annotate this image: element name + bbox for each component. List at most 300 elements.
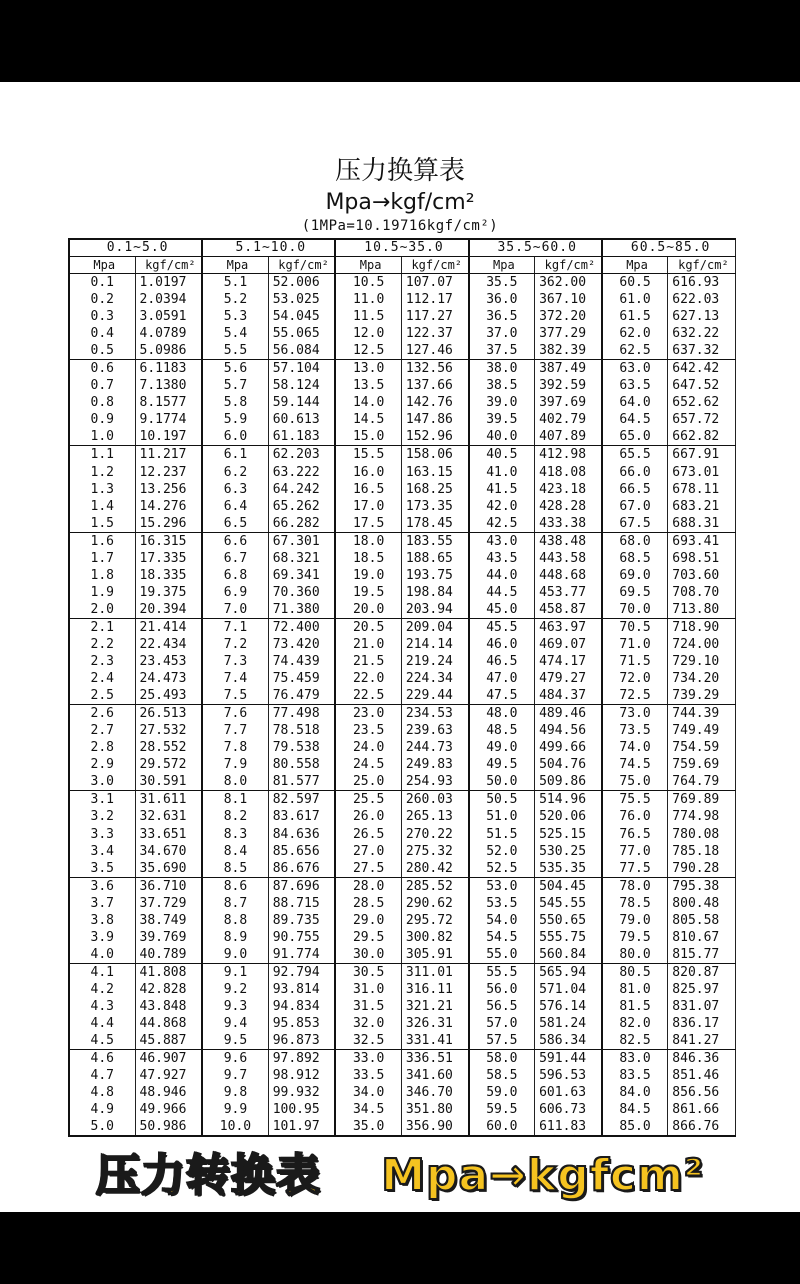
kgf-cell: 24.473 (135, 670, 202, 687)
mpa-cell: 9.3 (202, 998, 268, 1015)
mpa-cell: 14.0 (335, 394, 401, 411)
mpa-cell: 21.5 (335, 653, 401, 670)
kgf-cell: 713.80 (668, 601, 735, 619)
kgf-cell: 39.769 (135, 929, 202, 946)
mpa-cell: 6.8 (202, 567, 268, 584)
kgf-cell: 203.94 (401, 601, 468, 619)
kgf-cell: 28.552 (135, 739, 202, 756)
kgf-cell: 30.591 (135, 773, 202, 791)
mpa-cell: 65.5 (602, 446, 668, 464)
kgf-cell: 7.1380 (135, 377, 202, 394)
mpa-cell: 6.9 (202, 584, 268, 601)
kgf-cell: 239.63 (401, 722, 468, 739)
table-row (69, 308, 735, 325)
mpa-cell: 6.5 (202, 515, 268, 533)
mpa-cell: 5.4 (202, 325, 268, 342)
kgf-cell: 55.065 (268, 325, 335, 342)
kgf-cell: 72.400 (268, 618, 335, 636)
mpa-cell: 37.5 (469, 342, 535, 360)
mpa-cell: 6.2 (202, 464, 268, 481)
mpa-cell: 8.9 (202, 929, 268, 946)
mpa-cell: 8.3 (202, 826, 268, 843)
mpa-cell: 37.0 (469, 325, 535, 342)
kgf-cell: 545.55 (535, 895, 602, 912)
mpa-cell: 0.1 (69, 274, 135, 292)
table-row (69, 722, 735, 739)
mpa-cell: 81.5 (602, 998, 668, 1015)
kgf-cell: 810.67 (668, 929, 735, 946)
kgf-cell: 8.1577 (135, 394, 202, 411)
mpa-cell: 0.2 (69, 291, 135, 308)
table-row (69, 428, 735, 446)
kgf-cell: 637.32 (668, 342, 735, 360)
kgf-cell: 63.222 (268, 464, 335, 481)
kgf-cell: 463.97 (535, 618, 602, 636)
kgf-cell: 565.94 (535, 963, 602, 981)
mpa-cell: 14.5 (335, 411, 401, 428)
mpa-cell: 0.6 (69, 360, 135, 378)
unit-header-kgf: kgf/cm² (668, 257, 735, 274)
mpa-cell: 21.0 (335, 636, 401, 653)
table-row (69, 515, 735, 533)
kgf-cell: 790.28 (668, 860, 735, 878)
kgf-cell: 305.91 (401, 946, 468, 964)
table-row (69, 411, 735, 428)
mpa-cell: 8.1 (202, 791, 268, 809)
mpa-cell: 8.5 (202, 860, 268, 878)
mpa-cell: 71.5 (602, 653, 668, 670)
kgf-cell: 412.98 (535, 446, 602, 464)
mpa-cell: 73.0 (602, 705, 668, 723)
kgf-cell: 19.375 (135, 584, 202, 601)
mpa-cell: 7.2 (202, 636, 268, 653)
kgf-cell: 53.025 (268, 291, 335, 308)
mpa-cell: 79.0 (602, 912, 668, 929)
mpa-cell: 78.5 (602, 895, 668, 912)
kgf-cell: 173.35 (401, 498, 468, 515)
mpa-cell: 24.0 (335, 739, 401, 756)
page-subtitle: Mpa→kgf/cm² (325, 190, 475, 215)
kgf-cell: 20.394 (135, 601, 202, 619)
mpa-cell: 82.5 (602, 1032, 668, 1050)
mpa-cell: 6.1 (202, 446, 268, 464)
mpa-cell: 68.0 (602, 532, 668, 550)
kgf-cell: 244.73 (401, 739, 468, 756)
table-row (69, 532, 735, 550)
kgf-cell: 62.203 (268, 446, 335, 464)
kgf-cell: 591.44 (535, 1050, 602, 1068)
mpa-cell: 38.5 (469, 377, 535, 394)
kgf-cell: 97.892 (268, 1050, 335, 1068)
kgf-cell: 489.46 (535, 705, 602, 723)
mpa-cell: 34.0 (335, 1084, 401, 1101)
mpa-cell: 1.5 (69, 515, 135, 533)
kgf-cell: 70.360 (268, 584, 335, 601)
mpa-cell: 67.5 (602, 515, 668, 533)
unit-header-mpa: Mpa (335, 257, 401, 274)
mpa-cell: 4.7 (69, 1067, 135, 1084)
mpa-cell: 64.0 (602, 394, 668, 411)
kgf-cell: 667.91 (668, 446, 735, 464)
kgf-cell: 74.439 (268, 653, 335, 670)
kgf-cell: 586.34 (535, 1032, 602, 1050)
mpa-cell: 8.2 (202, 808, 268, 825)
kgf-cell: 234.53 (401, 705, 468, 723)
mpa-cell: 84.0 (602, 1084, 668, 1101)
table-row (69, 481, 735, 498)
mpa-cell: 17.0 (335, 498, 401, 515)
mpa-cell: 9.2 (202, 981, 268, 998)
kgf-cell: 95.853 (268, 1015, 335, 1032)
mpa-cell: 4.4 (69, 1015, 135, 1032)
mpa-cell: 42.5 (469, 515, 535, 533)
kgf-cell: 1.0197 (135, 274, 202, 292)
kgf-cell: 54.045 (268, 308, 335, 325)
table-row (69, 498, 735, 515)
kgf-cell: 453.77 (535, 584, 602, 601)
kgf-cell: 117.27 (401, 308, 468, 325)
mpa-cell: 55.0 (469, 946, 535, 964)
mpa-cell: 66.0 (602, 464, 668, 481)
table-row (69, 860, 735, 878)
mpa-cell: 9.0 (202, 946, 268, 964)
kgf-cell: 662.82 (668, 428, 735, 446)
kgf-cell: 81.577 (268, 773, 335, 791)
kgf-cell: 17.335 (135, 550, 202, 567)
kgf-cell: 219.24 (401, 653, 468, 670)
table-row (69, 895, 735, 912)
kgf-cell: 351.80 (401, 1101, 468, 1118)
kgf-cell: 84.636 (268, 826, 335, 843)
kgf-cell: 673.01 (668, 464, 735, 481)
kgf-cell: 530.25 (535, 843, 602, 860)
kgf-cell: 80.558 (268, 756, 335, 773)
mpa-cell: 2.6 (69, 705, 135, 723)
mpa-cell: 3.0 (69, 773, 135, 791)
kgf-cell: 698.51 (668, 550, 735, 567)
mpa-cell: 75.0 (602, 773, 668, 791)
mpa-cell: 63.5 (602, 377, 668, 394)
mpa-cell: 58.5 (469, 1067, 535, 1084)
kgf-cell: 311.01 (401, 963, 468, 981)
mpa-cell: 2.1 (69, 618, 135, 636)
table-row (69, 705, 735, 723)
kgf-cell: 48.946 (135, 1084, 202, 1101)
kgf-cell: 82.597 (268, 791, 335, 809)
kgf-cell: 90.755 (268, 929, 335, 946)
mpa-cell: 0.9 (69, 411, 135, 428)
mpa-cell: 25.0 (335, 773, 401, 791)
mpa-cell: 13.0 (335, 360, 401, 378)
mpa-cell: 33.0 (335, 1050, 401, 1068)
kgf-cell: 46.907 (135, 1050, 202, 1068)
mpa-cell: 71.0 (602, 636, 668, 653)
mpa-cell: 4.6 (69, 1050, 135, 1068)
kgf-cell: 183.55 (401, 532, 468, 550)
kgf-cell: 504.45 (535, 877, 602, 895)
mpa-cell: 40.0 (469, 428, 535, 446)
table-row (69, 843, 735, 860)
mpa-cell: 45.5 (469, 618, 535, 636)
mpa-cell: 7.6 (202, 705, 268, 723)
unit-header-row (69, 257, 735, 274)
kgf-cell: 73.420 (268, 636, 335, 653)
table-row (69, 377, 735, 394)
mpa-cell: 60.5 (602, 274, 668, 292)
kgf-cell: 754.59 (668, 739, 735, 756)
kgf-cell: 41.808 (135, 963, 202, 981)
kgf-cell: 168.25 (401, 481, 468, 498)
mpa-cell: 70.0 (602, 601, 668, 619)
mpa-cell: 49.5 (469, 756, 535, 773)
kgf-cell: 49.966 (135, 1101, 202, 1118)
mpa-cell: 3.7 (69, 895, 135, 912)
mpa-cell: 1.6 (69, 532, 135, 550)
mpa-cell: 36.5 (469, 308, 535, 325)
kgf-cell: 198.84 (401, 584, 468, 601)
kgf-cell: 132.56 (401, 360, 468, 378)
kgf-cell: 91.774 (268, 946, 335, 964)
mpa-cell: 19.0 (335, 567, 401, 584)
kgf-cell: 152.96 (401, 428, 468, 446)
kgf-cell: 85.656 (268, 843, 335, 860)
mpa-cell: 7.5 (202, 687, 268, 705)
kgf-cell: 93.814 (268, 981, 335, 998)
mpa-cell: 8.6 (202, 877, 268, 895)
kgf-cell: 851.46 (668, 1067, 735, 1084)
kgf-cell: 693.41 (668, 532, 735, 550)
mpa-cell: 26.0 (335, 808, 401, 825)
mpa-cell: 50.0 (469, 773, 535, 791)
mpa-cell: 4.5 (69, 1032, 135, 1050)
table-row (69, 791, 735, 809)
kgf-cell: 27.532 (135, 722, 202, 739)
top-black-band (0, 0, 800, 82)
kgf-cell: 101.97 (268, 1118, 335, 1136)
range-header: 5.1~10.0 (202, 239, 335, 257)
mpa-cell: 4.2 (69, 981, 135, 998)
mpa-cell: 72.5 (602, 687, 668, 705)
table-row (69, 360, 735, 378)
mpa-cell: 61.0 (602, 291, 668, 308)
table-row (69, 998, 735, 1015)
kgf-cell: 372.20 (535, 308, 602, 325)
kgf-cell: 32.631 (135, 808, 202, 825)
kgf-cell: 22.434 (135, 636, 202, 653)
table-body (69, 274, 735, 1137)
kgf-cell: 601.63 (535, 1084, 602, 1101)
kgf-cell: 346.70 (401, 1084, 468, 1101)
kgf-cell: 632.22 (668, 325, 735, 342)
mpa-cell: 3.2 (69, 808, 135, 825)
mpa-cell: 1.8 (69, 567, 135, 584)
mpa-cell: 18.5 (335, 550, 401, 567)
mpa-cell: 52.0 (469, 843, 535, 860)
kgf-cell: 611.83 (535, 1118, 602, 1136)
mpa-cell: 73.5 (602, 722, 668, 739)
kgf-cell: 581.24 (535, 1015, 602, 1032)
mpa-cell: 2.2 (69, 636, 135, 653)
table-row (69, 929, 735, 946)
mpa-cell: 10.0 (202, 1118, 268, 1136)
kgf-cell: 780.08 (668, 826, 735, 843)
kgf-cell: 800.48 (668, 895, 735, 912)
mpa-cell: 80.5 (602, 963, 668, 981)
kgf-cell: 402.79 (535, 411, 602, 428)
mpa-cell: 10.5 (335, 274, 401, 292)
kgf-cell: 33.651 (135, 826, 202, 843)
mpa-cell: 16.5 (335, 481, 401, 498)
mpa-cell: 28.5 (335, 895, 401, 912)
table-row (69, 618, 735, 636)
kgf-cell: 265.13 (401, 808, 468, 825)
mpa-cell: 2.8 (69, 739, 135, 756)
kgf-cell: 469.07 (535, 636, 602, 653)
table-row (69, 653, 735, 670)
table-row (69, 808, 735, 825)
kgf-cell: 326.31 (401, 1015, 468, 1032)
mpa-cell: 43.0 (469, 532, 535, 550)
kgf-cell: 606.73 (535, 1101, 602, 1118)
kgf-cell: 77.498 (268, 705, 335, 723)
mpa-cell: 79.5 (602, 929, 668, 946)
mpa-cell: 3.8 (69, 912, 135, 929)
kgf-cell: 214.14 (401, 636, 468, 653)
kgf-cell: 92.794 (268, 963, 335, 981)
kgf-cell: 356.90 (401, 1118, 468, 1136)
mpa-cell: 1.1 (69, 446, 135, 464)
mpa-cell: 5.9 (202, 411, 268, 428)
range-header: 10.5~35.0 (335, 239, 468, 257)
kgf-cell: 739.29 (668, 687, 735, 705)
kgf-cell: 15.296 (135, 515, 202, 533)
kgf-cell: 560.84 (535, 946, 602, 964)
kgf-cell: 678.11 (668, 481, 735, 498)
kgf-cell: 382.39 (535, 342, 602, 360)
kgf-cell: 249.83 (401, 756, 468, 773)
banner-right-text: Mpa→kgfcm² (381, 1150, 705, 1201)
mpa-cell: 47.5 (469, 687, 535, 705)
table-row (69, 636, 735, 653)
kgf-cell: 4.0789 (135, 325, 202, 342)
kgf-cell: 96.873 (268, 1032, 335, 1050)
table-row (69, 584, 735, 601)
table-row (69, 670, 735, 687)
mpa-cell: 46.0 (469, 636, 535, 653)
mpa-cell: 46.5 (469, 653, 535, 670)
conversion-table (68, 238, 736, 1137)
table-row (69, 1101, 735, 1118)
kgf-cell: 83.617 (268, 808, 335, 825)
mpa-cell: 4.0 (69, 946, 135, 964)
kgf-cell: 484.37 (535, 687, 602, 705)
kgf-cell: 433.38 (535, 515, 602, 533)
mpa-cell: 8.8 (202, 912, 268, 929)
mpa-cell: 50.5 (469, 791, 535, 809)
kgf-cell: 56.084 (268, 342, 335, 360)
mpa-cell: 30.5 (335, 963, 401, 981)
mpa-cell: 81.0 (602, 981, 668, 998)
kgf-cell: 316.11 (401, 981, 468, 998)
mpa-cell: 39.5 (469, 411, 535, 428)
mpa-cell: 6.0 (202, 428, 268, 446)
kgf-cell: 504.76 (535, 756, 602, 773)
mpa-cell: 58.0 (469, 1050, 535, 1068)
kgf-cell: 59.144 (268, 394, 335, 411)
kgf-cell: 47.927 (135, 1067, 202, 1084)
table-row (69, 687, 735, 705)
kgf-cell: 387.49 (535, 360, 602, 378)
table-row (69, 1050, 735, 1068)
kgf-cell: 341.60 (401, 1067, 468, 1084)
kgf-cell: 622.03 (668, 291, 735, 308)
kgf-cell: 61.183 (268, 428, 335, 446)
kgf-cell: 321.21 (401, 998, 468, 1015)
table-row (69, 446, 735, 464)
mpa-cell: 2.5 (69, 687, 135, 705)
mpa-cell: 5.3 (202, 308, 268, 325)
unit-header-kgf: kgf/cm² (401, 257, 468, 274)
kgf-cell: 163.15 (401, 464, 468, 481)
mpa-cell: 3.3 (69, 826, 135, 843)
mpa-cell: 56.5 (469, 998, 535, 1015)
mpa-cell: 56.0 (469, 981, 535, 998)
mpa-cell: 76.0 (602, 808, 668, 825)
mpa-cell: 63.0 (602, 360, 668, 378)
kgf-cell: 734.20 (668, 670, 735, 687)
mpa-cell: 59.0 (469, 1084, 535, 1101)
mpa-cell: 39.0 (469, 394, 535, 411)
kgf-cell: 209.04 (401, 618, 468, 636)
mpa-cell: 19.5 (335, 584, 401, 601)
mpa-cell: 7.8 (202, 739, 268, 756)
unit-header-mpa: Mpa (202, 257, 268, 274)
mpa-cell: 80.0 (602, 946, 668, 964)
mpa-cell: 68.5 (602, 550, 668, 567)
kgf-cell: 764.79 (668, 773, 735, 791)
mpa-cell: 1.0 (69, 428, 135, 446)
mpa-cell: 9.5 (202, 1032, 268, 1050)
kgf-cell: 846.36 (668, 1050, 735, 1068)
mpa-cell: 3.6 (69, 877, 135, 895)
kgf-cell: 78.518 (268, 722, 335, 739)
kgf-cell: 448.68 (535, 567, 602, 584)
kgf-cell: 224.34 (401, 670, 468, 687)
mpa-cell: 5.0 (69, 1118, 135, 1136)
mpa-cell: 9.8 (202, 1084, 268, 1101)
kgf-cell: 52.006 (268, 274, 335, 292)
mpa-cell: 2.3 (69, 653, 135, 670)
mpa-cell: 51.0 (469, 808, 535, 825)
kgf-cell: 336.51 (401, 1050, 468, 1068)
kgf-cell: 708.70 (668, 584, 735, 601)
mpa-cell: 4.9 (69, 1101, 135, 1118)
mpa-cell: 1.7 (69, 550, 135, 567)
mpa-cell: 51.5 (469, 826, 535, 843)
kgf-cell: 127.46 (401, 342, 468, 360)
mpa-cell: 43.5 (469, 550, 535, 567)
mpa-cell: 72.0 (602, 670, 668, 687)
kgf-cell: 509.86 (535, 773, 602, 791)
unit-header-mpa: Mpa (602, 257, 668, 274)
mpa-cell: 35.0 (335, 1118, 401, 1136)
mpa-cell: 48.0 (469, 705, 535, 723)
mpa-cell: 26.5 (335, 826, 401, 843)
kgf-cell: 2.0394 (135, 291, 202, 308)
mpa-cell: 8.0 (202, 773, 268, 791)
mpa-cell: 1.3 (69, 481, 135, 498)
kgf-cell: 43.848 (135, 998, 202, 1015)
